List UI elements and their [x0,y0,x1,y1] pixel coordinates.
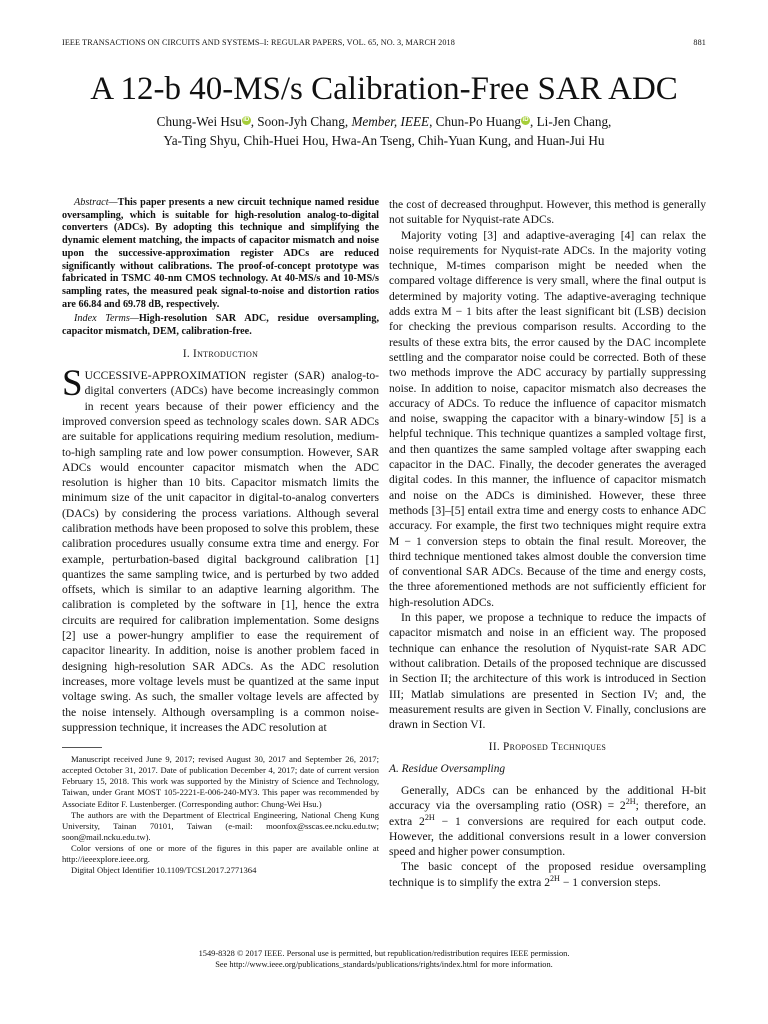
footnote-affiliation: The authors are with the Department of Electrical Engineering, National Cheng Kung University, Tainan 70101, Taiwan (e-mail: moonfox@sscas.ee.ncku.edu.tw; soon@mail.ncku.edu.tw). [62,809,379,842]
paper-title: A 12-b 40-MS/s Calibration-Free SAR ADC [90,71,678,107]
section-heading-introduction: I. Introduction [182,347,259,360]
author-line-2: Ya-Ting Shyu, Chih-Huei Hou, Hwa-An Tseng, Chih-Yuan Kung, and Huan-Jui Hu [163,133,605,148]
body-paragraph [389,859,706,890]
index-terms-text: High-resolution SAR ADC, residue oversampling, capacitor mismatch, DEM, calibration-free. [62,313,379,338]
subsection-heading-residue-oversampling: A. Residue Oversampling [389,762,506,775]
left-column [62,197,379,876]
intro-text: UCCESSIVE-APPROXIMATION register (SAR) analog-to-digital converters (ADCs) have become increasingly common in recent years because of their power efficiency and the improved conversion speed as technology scales down. SAR ADCs are suitable for applications requiring medium resolution, medium-to-high sampling rate and low power consumption. However, SAR ADCs would encounter capacitor mismatch when the ADC resolution is higher than 10 bits. Capacitor mismatch limits the minimum size of the unit capacitor in digital-to-analog converters (DACs) by considering the process variations. Although several calibration methods have been proposed to solve this problem, these calibration procedures usually consume extra time and energy. For example, perturbation-based digital background calibration [1] quantizes the same sampling twice, and is perturbed by two added offsets, which is similar to an adaptive learning algorithm. The calibration is completed by the software in [1], hence the extra circuits are required for calibration implementation. Some designs [2] use a power-hungry amplifier to ease the requirement of capacitor linearity. In addition, noise is another problem faced in designing high-resolution SAR ADCs. As the ADC resolution increases, more voltage levels must be quantized at the same input voltage swing. As such, the smaller voltage levels are affected by the noise intensely. Although oversampling is a common noise-suppression technique, it increases the ADC resolution at [62,369,379,734]
abstract-text: This paper presents a new circuit technique named residue oversampling, which is suitable for high-resolution analog-to-digital converters (ADCs). By adopting this technique and simplifying the dynamic element matching, the impacts of capacitor mismatch and noise upon the successive-approximation register ADCs are reduced significantly without calibrations. The proof-of-concept prototype was fabricated in TSMC 40-nm CMOS technology. At 40-MS/s and 10-MS/s sampling rates, the measured peak signal-to-noise and distortion ratios are 66.84 and 69.78 dB, respectively. [62,197,379,310]
copyright-line-1: 1549-8328 © 2017 IEEE. Personal use is permitted, but republication/redistribution requires IEEE permission. [198,949,570,958]
abstract [62,197,379,311]
text-span: The basic concept of the proposed residue oversampling technique is to simplify the extra 2 [389,860,706,889]
footnote-divider [62,747,102,748]
footnote-manuscript: Manuscript received June 9, 2017; revised August 30, 2017 and September 26, 2017; accepted October 31, 2017. Date of publication December 4, 2017; date of current version February 15, 2018. This work was supported by the Ministry of Science and Technology, Taiwan, under Grant MOST 105-2221-E-006-240-MY3. This paper was recommended by Associate Editor F. Lustenberger. (Corresponding author: Chung-Wei Hsu.) [62,754,379,809]
index-terms [62,313,379,338]
footnote-color: Color versions of one or more of the figures in this paper are available online at http://ieeexplore.ieee.org. [62,842,379,864]
intro-paragraph [62,363,379,735]
body-paragraph: the cost of decreased throughput. However, this method is generally not suitable for Nyquist-rate ADCs. [389,198,706,227]
footnotes [62,754,379,876]
right-column [389,197,706,890]
author-name: , Chun-Po Huang [429,114,522,129]
page-number: 881 [693,38,706,47]
index-terms-lead: Index Terms— [74,313,139,325]
drop-cap: S [62,363,83,405]
abstract-lead: Abstract— [74,197,118,208]
author-list [0,112,768,150]
superscript: 2H [550,873,560,883]
journal-name: IEEE TRANSACTIONS ON CIRCUITS AND SYSTEMS–I: REGULAR PAPERS, VOL. 65, NO. 3, MARCH 2018 [62,38,455,47]
author-name: , Soon-Jyh Chang, [250,114,352,129]
text-span: Generally, ADCs can be enhanced by the additional H-bit accuracy via the oversampling ratio (OSR) = 2 [389,783,706,813]
copyright-line-2: See http://www.ieee.org/publications_standards/publications/rights/index.html for more information. [215,960,553,970]
section-heading-proposed-techniques: II. Proposed Techniques [488,741,607,754]
orcid-icon[interactable]: iD [243,116,250,123]
text-span: − 1 conversion steps. [559,875,661,889]
orcid-icon[interactable]: iD [522,116,529,123]
author-membership: Member, IEEE [351,114,430,129]
text-span: ; therefore, an extra 2 [389,799,706,828]
running-head [62,38,706,47]
text-span: − 1 conversions are required for each output code. However, the additional conversions result in a lower conversion speed and higher power consumption. [389,814,706,859]
body-paragraph [389,783,706,859]
body-paragraph: Majority voting [3] and adaptive-averaging [4] can relax the noise requirements for Nyquist-rate ADCs. In the majority voting technique, M-times comparison might be needed when the compared voltage difference is very small, where the final output is determined by majority voting. The adaptive-averaging technique adds extra M − 1 bits after the least significant bit (LSB) decision for checking the previous comparison results. According to the results of these extra bits, the error caused by the DAC incomplete settling and the comparator noise could be corrected. Both of these two methods improve the ADC accuracy by partially suppressing noise. In addition to noise, capacitor mismatch also decreases the accuracy of ADCs. To reduce the influence of capacitor mismatch and noise, swapping the capacitor with a binary-window [5] is a helpful technique. This technique quantizes a sampled voltage first, and then quantizes the same sampled voltage after swapping each capacitor in the DAC. Finally, the decoder generates the averaged digital codes. In this manner, the influence of capacitor mismatch and noise on the ADCs is diminished. However, these three methods [3]–[5] entail extra time and energy costs to enhance ADC accuracy. For example, the first two techniques might require extra M − 1 conversion steps to obtain the final result. Moreover, the third technique mentioned takes almost double the conversion time of conventional SAR ADCs. Because of the time and energy costs, the three aforementioned methods are not sufficiently efficient for high-resolution ADCs. [389,228,706,609]
body-paragraph: In this paper, we propose a technique to reduce the impacts of capacitor mismatch and noise in an efficient way. The proposed technique can enhance the resolution of Nyquist-rate SAR ADC without calibration. Details of the proposed technique are discussed in Section II; the architecture of this work is introduced in Section III; Matlab simulations are presented in Section IV; and, the measurement results are given in Section V. Finally, conclusions are drawn in Section VI. [389,611,706,732]
superscript: 2H [424,812,435,822]
superscript: 2H [625,797,636,807]
author-name: , Li-Jen Chang, [530,114,612,129]
author-name: Chung-Wei Hsu [156,114,242,129]
copyright-notice [0,948,768,971]
footnote-doi: Digital Object Identifier 10.1109/TCSI.2017.2771364 [71,865,257,876]
author-line-1 [0,112,768,131]
